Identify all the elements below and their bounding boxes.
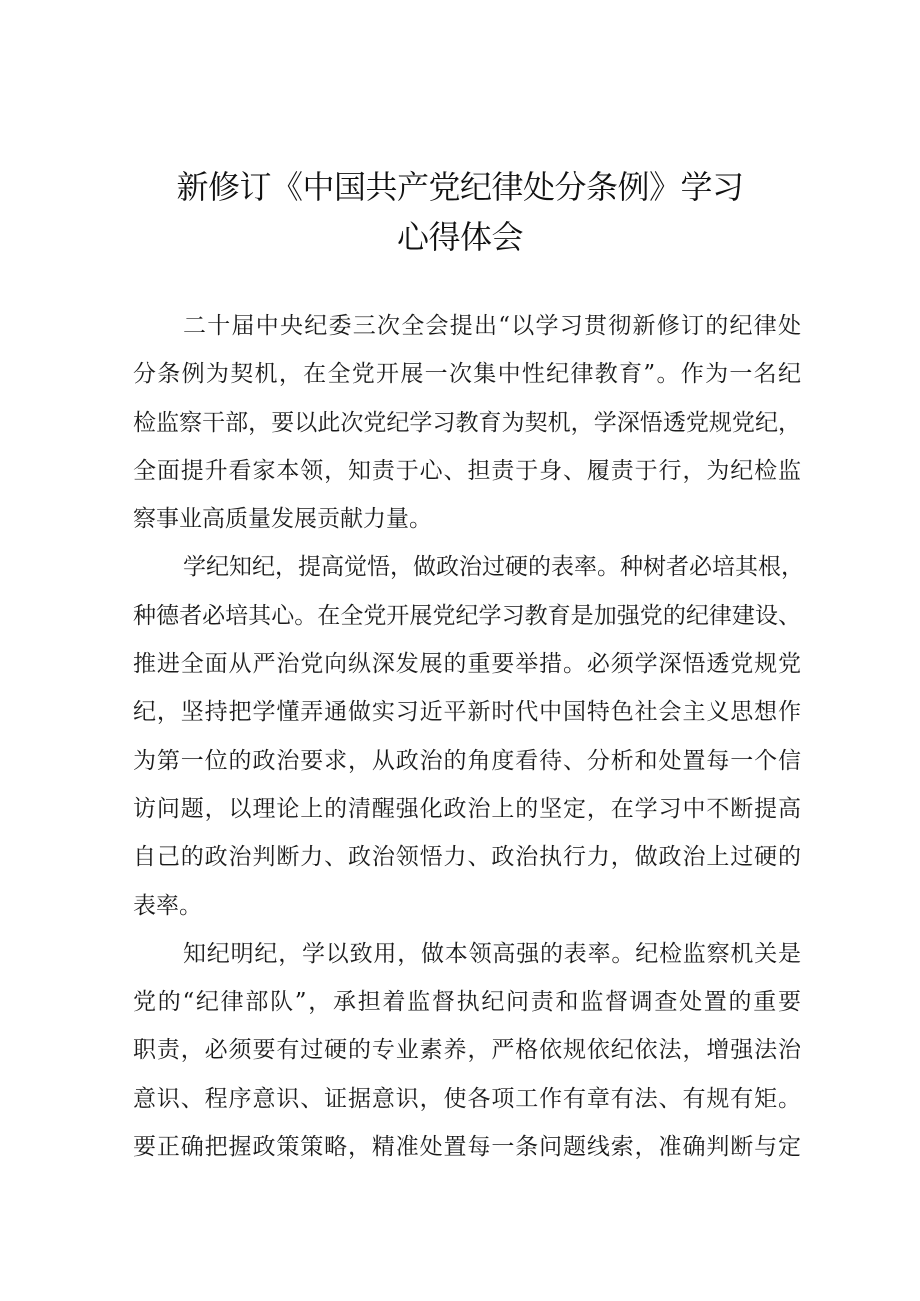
paragraph-line: 分条例为契机，在全党开展一次集中性纪律教育”。作为一名纪 bbox=[133, 361, 801, 388]
document-title bbox=[100, 162, 820, 262]
paragraph-line: 全面提升看家本领，知责于心、担责于身、履责于行，为纪检监 bbox=[133, 457, 801, 484]
title-line-1: 新修订《中国共产党纪律处分条例》学习 bbox=[176, 168, 744, 206]
paragraph-line: 纪，坚持把学懂弄通做实习近平新时代中国特色社会主义思想作 bbox=[133, 699, 801, 726]
paragraph-line: 党的“纪律部队”，承担着监督执纪问责和监督调查处置的重要 bbox=[133, 989, 801, 1016]
paragraph-line: 察事业高质量发展贡献力量。 bbox=[133, 506, 432, 533]
paragraph-line: 检监察干部，要以此次党纪学习教育为契机，学深悟透党规党纪， bbox=[133, 409, 801, 436]
paragraph-line: 访问题，以理论上的清醒强化政治上的坚定，在学习中不断提高 bbox=[133, 795, 801, 822]
paragraph-3 bbox=[133, 930, 801, 1171]
paragraph-line: 种德者必培其心。在全党开展党纪学习教育是加强党的纪律建设、 bbox=[133, 602, 801, 629]
paragraph-line: 自己的政治判断力、政治领悟力、政治执行力，做政治上过硬的 bbox=[133, 844, 801, 871]
paragraph-line: 二十届中央纪委三次全会提出“以学习贯彻新修订的纪律处 bbox=[183, 313, 801, 339]
paragraph-line: 学纪知纪，提高觉悟，做政治过硬的表率。种树者必培其根， bbox=[183, 554, 804, 581]
title-line-2: 心得体会 bbox=[396, 218, 523, 256]
paragraph-line: 知纪明纪，学以致用，做本领高强的表率。纪检监察机关是 bbox=[183, 940, 801, 967]
paragraph-line: 要正确把握政策策略，精准处置每一条问题线索，准确判断与定 bbox=[133, 1134, 801, 1161]
paragraph-line: 意识、程序意识、证据意识，使各项工作有章有法、有规有矩。 bbox=[133, 1085, 801, 1112]
paragraph-2 bbox=[133, 543, 804, 929]
paragraph-1 bbox=[133, 302, 801, 543]
paragraph-line: 推进全面从严治党向纵深发展的重要举措。必须学深悟透党规党 bbox=[133, 651, 801, 678]
document-body bbox=[133, 302, 804, 1171]
paragraph-line: 职责，必须要有过硬的专业素养，严格依规依纪依法，增强法治 bbox=[133, 1037, 801, 1064]
paragraph-line: 表率。 bbox=[133, 892, 202, 919]
paragraph-line: 为第一位的政治要求，从政治的角度看待、分析和处置每一个信 bbox=[133, 747, 801, 774]
